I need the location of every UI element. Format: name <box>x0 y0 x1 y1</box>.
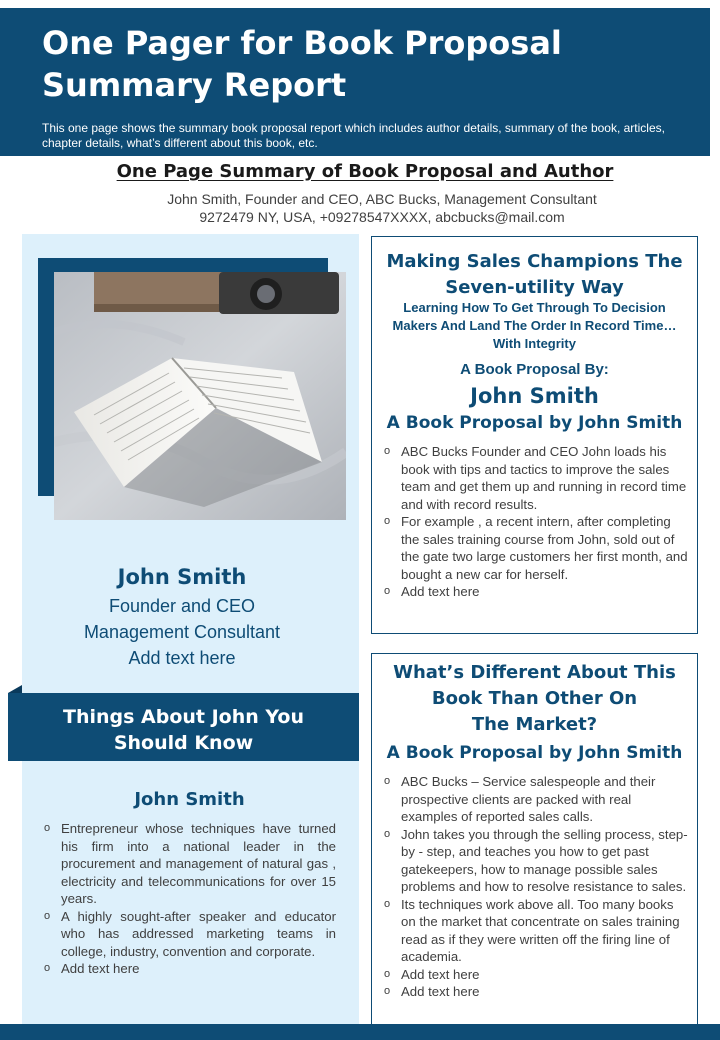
list-item: o Add text here <box>384 966 690 984</box>
list-item: o Add text here <box>44 960 336 978</box>
page-description: This one page shows the summary book proposal report which includes author details, summary of the book, articles, chapter details, what’s different about this book, etc. <box>42 121 665 150</box>
different-title-line-3: The Market? <box>471 714 598 735</box>
author-occupation: Management Consultant <box>83 622 281 642</box>
list-item: o Add text here <box>384 983 690 1001</box>
list-item: o Entrepreneur whose techniques have turned his firm into a national leader in the procurement and management of natural gas , electricity and telecommunications for over 15 years. <box>44 820 336 908</box>
book-points-list <box>384 443 690 601</box>
list-item: o ABC Bucks Founder and CEO John loads his book with tips and tactics to improve the sales team and get them up and running in record time and with record results. <box>384 443 690 513</box>
book-summary-box <box>371 236 698 634</box>
book-title-line-2: Seven-utility Way <box>445 277 624 298</box>
different-points-list <box>384 773 690 1001</box>
author-role: Founder and CEO <box>108 596 256 616</box>
whats-different-box <box>371 653 698 1026</box>
proposal-by-label: A Book Proposal By: <box>460 361 609 378</box>
book-proposal-line: A Book Proposal by John Smith <box>386 413 683 433</box>
contact-line-2: 9272479 NY, USA, +09278547XXXX, abcbucks@mail.com <box>199 209 565 225</box>
open-book-photo <box>54 272 346 520</box>
list-item: o ABC Bucks – Service salespeople and their prospective clients are packed with real examples of reported sales calls. <box>384 773 690 826</box>
footer-bar <box>0 1024 720 1040</box>
book-author-name: John Smith <box>470 384 599 408</box>
summary-title: One Page Summary of Book Proposal and Author <box>116 161 614 182</box>
contact-line-1: John Smith, Founder and CEO, ABC Bucks, Management Consultant <box>167 191 597 207</box>
book-subtitle-line-1: Learning How To Get Through To Decision <box>403 300 666 315</box>
list-item: o Its techniques work above all. Too many books on the market that concentrate on sales training read as if they were written off the firing line of academia. <box>384 896 690 966</box>
different-title-line-1: What’s Different About This <box>393 662 676 683</box>
things-list <box>44 820 336 978</box>
list-item: o John takes you through the selling process, step-by - step, and teaches you how to get past gatekeepers, how to manage possible sales problems and how to resolve resistance to sales. <box>384 826 690 896</box>
book-subtitle-line-3: With Integrity <box>493 336 576 351</box>
author-placeholder-text: Add text here <box>128 648 236 668</box>
header-banner <box>0 8 710 156</box>
list-item: o For example , a recent intern, after completing the sales training course from John, sold out of the gate two large customers her first month, and bought a new car for herself. <box>384 513 690 583</box>
different-proposal-line: A Book Proposal by John Smith <box>386 743 683 763</box>
book-subtitle-line-2: Makers And Land The Order In Record Time… <box>392 318 677 333</box>
list-item: o Add text here <box>384 583 690 601</box>
author-name: John Smith <box>117 565 247 589</box>
book-title-line-1: Making Sales Champions The <box>386 251 683 272</box>
different-title-line-2: Book Than Other On <box>431 688 638 709</box>
list-item: o A highly sought-after speaker and educator who has addressed marketing teams in college, industry, convention and corporate. <box>44 908 336 961</box>
banner-fold <box>8 685 22 693</box>
things-title: Things About John You Should Know <box>62 706 305 754</box>
page-title: One Pager for Book Proposal Summary Report <box>42 24 562 104</box>
things-banner <box>8 693 359 761</box>
things-author-name: John Smith <box>134 789 245 810</box>
